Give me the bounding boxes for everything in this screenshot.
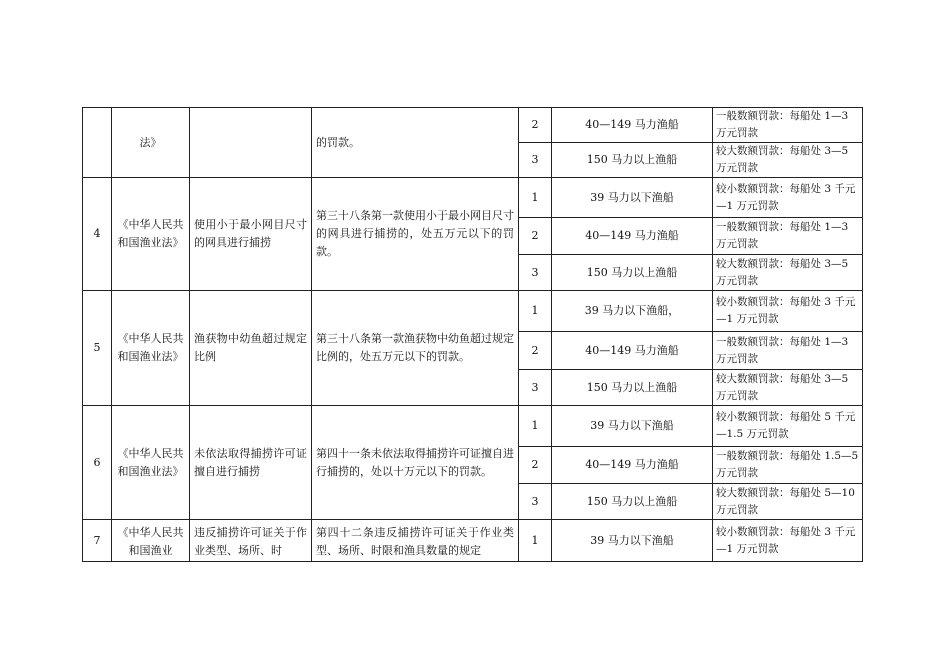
vessel-class: 39 马力以下渔船 <box>552 406 713 447</box>
table-row <box>83 291 863 332</box>
row-number <box>83 108 112 178</box>
penalty-amount: 较大数额罚款：每船处 3—5 万元罚款 <box>713 255 863 291</box>
provision: 第三十八条第一款使用小于最小网目尺寸的网具进行捕捞的，处五万元以下的罚款。 <box>312 178 519 291</box>
tier-number: 2 <box>519 332 552 370</box>
vessel-class: 40—149 马力渔船 <box>552 218 713 255</box>
provision: 第四十一条未依法取得捕捞许可证擅自进行捕捞的，处以十万元以下的罚款。 <box>312 406 519 520</box>
vessel-class: 150 马力以上渔船 <box>552 370 713 406</box>
tier-number: 1 <box>519 520 552 562</box>
table-row <box>83 520 863 562</box>
penalty-amount: 较大数额罚款：每船处 5—10 万元罚款 <box>713 484 863 520</box>
penalty-amount: 较小数额罚款：每船处 5 千元—1.5 万元罚款 <box>713 406 863 447</box>
penalty-amount: 一般数额罚款：每船处 1—3 万元罚款 <box>713 218 863 255</box>
vessel-class: 150 马力以上渔船 <box>552 484 713 520</box>
penalty-amount: 一般数额罚款：每船处 1—3 万元罚款 <box>713 108 863 143</box>
table-row <box>83 406 863 447</box>
tier-number: 2 <box>519 108 552 143</box>
vessel-class: 40—149 马力渔船 <box>552 332 713 370</box>
violation: 未依法取得捕捞许可证擅自进行捕捞 <box>190 406 312 520</box>
provision: 第三十八条第一款渔获物中幼鱼超过规定比例的，处五万元以下的罚款。 <box>312 291 519 406</box>
tier-number: 2 <box>519 218 552 255</box>
law-name: 《中华人民共和国渔业法》 <box>112 178 190 291</box>
vessel-class: 150 马力以上渔船 <box>552 255 713 291</box>
provision: 第四十二条违反捕捞许可证关于作业类型、场所、时限和渔具数量的规定 <box>312 520 519 562</box>
tier-number: 3 <box>519 143 552 178</box>
vessel-class: 39 马力以下渔船 <box>552 520 713 562</box>
penalty-amount: 一般数额罚款：每船处 1—3 万元罚款 <box>713 332 863 370</box>
tier-number: 1 <box>519 178 552 218</box>
vessel-class: 40—149 马力渔船 <box>552 447 713 484</box>
penalty-amount: 较大数额罚款：每船处 3—5 万元罚款 <box>713 370 863 406</box>
violation <box>190 108 312 178</box>
penalty-amount: 一般数额罚款：每船处 1.5—5 万元罚款 <box>713 447 863 484</box>
vessel-class: 40—149 马力渔船 <box>552 108 713 143</box>
tier-number: 3 <box>519 484 552 520</box>
penalty-table <box>82 107 863 562</box>
law-name: 《中华人民共和国渔业法》 <box>112 291 190 406</box>
provision: 的罚款。 <box>312 108 519 178</box>
tier-number: 3 <box>519 370 552 406</box>
table-row <box>83 178 863 218</box>
vessel-class: 150 马力以上渔船 <box>552 143 713 178</box>
violation: 使用小于最小网目尺寸的网具进行捕捞 <box>190 178 312 291</box>
violation: 渔获物中幼鱼超过规定比例 <box>190 291 312 406</box>
vessel-class: 39 马力以下渔船 <box>552 178 713 218</box>
penalty-amount: 较小数额罚款：每船处 3 千元—1 万元罚款 <box>713 520 863 562</box>
penalty-amount: 较小数额罚款：每船处 3 千元—1 万元罚款 <box>713 178 863 218</box>
row-number: 4 <box>83 178 112 291</box>
vessel-class: 39 马力以下渔船， <box>552 291 713 332</box>
law-name: 法》 <box>112 108 190 178</box>
table-row <box>83 108 863 143</box>
tier-number: 2 <box>519 447 552 484</box>
row-number: 5 <box>83 291 112 406</box>
penalty-amount: 较小数额罚款：每船处 3 千元—1 万元罚款 <box>713 291 863 332</box>
row-number: 6 <box>83 406 112 520</box>
penalty-amount: 较大数额罚款：每船处 3—5 万元罚款 <box>713 143 863 178</box>
violation: 违反捕捞许可证关于作业类型、场所、时 <box>190 520 312 562</box>
law-name: 《中华人民共和国渔业法》 <box>112 406 190 520</box>
row-number: 7 <box>83 520 112 562</box>
tier-number: 1 <box>519 291 552 332</box>
tier-number: 1 <box>519 406 552 447</box>
law-name: 《中华人民共和国渔业 <box>112 520 190 562</box>
tier-number: 3 <box>519 255 552 291</box>
